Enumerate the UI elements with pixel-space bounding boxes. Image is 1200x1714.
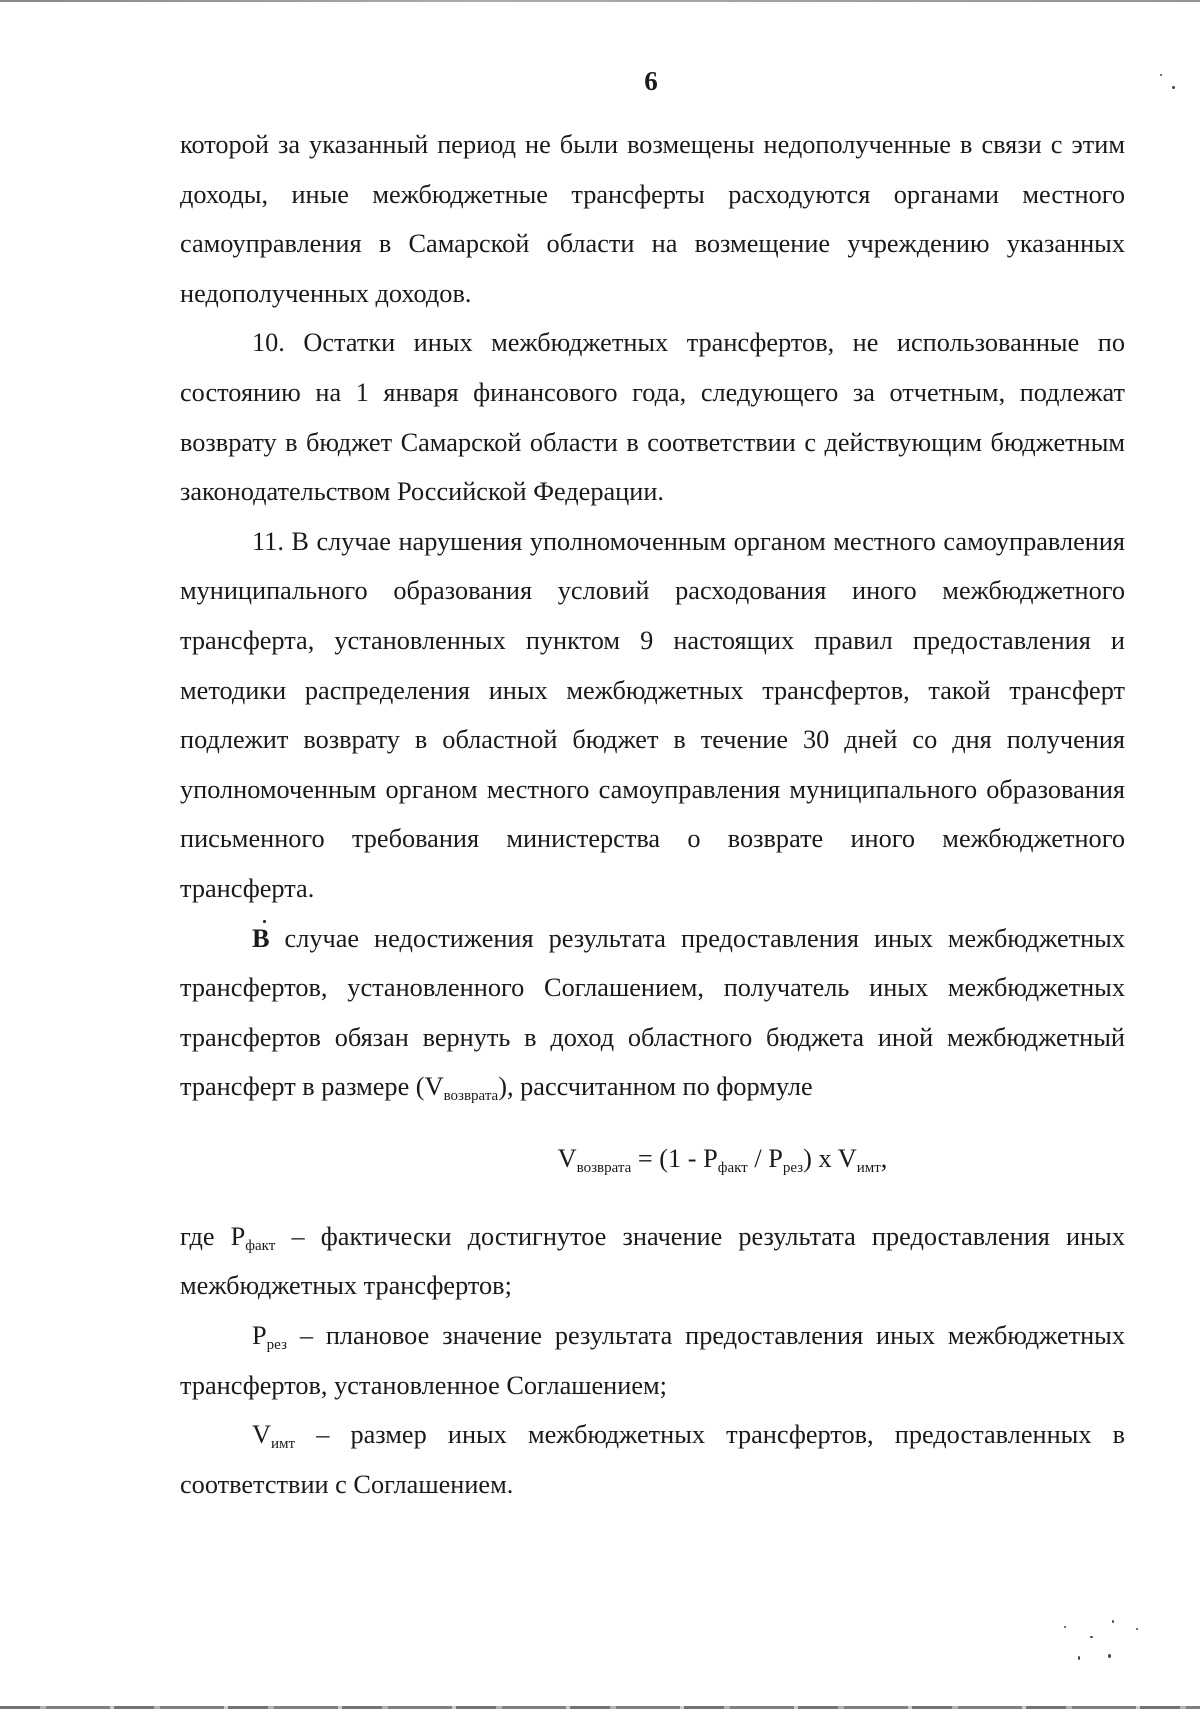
formula-equals: = (1 - P bbox=[631, 1143, 718, 1173]
paragraph-return-obligation bbox=[180, 914, 1125, 1112]
definition-pfact-text: – фактически достигнутое значение результата предоставления иных межбюджетных трансфертов; bbox=[180, 1221, 1125, 1301]
page-number: 6 bbox=[644, 66, 658, 96]
subscript-vozvrata: возврата bbox=[443, 1088, 499, 1105]
formula-v-subscript: возврата bbox=[576, 1159, 632, 1176]
scan-speck bbox=[1160, 74, 1162, 76]
formula-tail: , bbox=[880, 1143, 888, 1173]
scan-top-edge bbox=[0, 0, 1200, 2]
definition-prez-text: – плановое значение результата предоставления иных межбюджетных трансфертов, установленное Соглашением; bbox=[180, 1321, 1125, 1400]
scan-speck bbox=[1112, 1620, 1114, 1623]
paragraph-return-text: случае недостижения результата предоставления иных межбюджетных трансфертов, установленного Соглашением, получатель иных межбюджетных трансфертов обязан вернуть в доход областного бюджета иной межбюджетный трансферт в размере (V bbox=[180, 923, 1125, 1102]
formula-pfact-subscript: факт bbox=[717, 1159, 748, 1176]
paragraph-10: 10. Остатки иных межбюджетных трансфертов, не использованные по состоянию на 1 января финансового года, следующего за отчетным, подлежат возврату в бюджет Самарской области в соответствии с действующим бюджетным законодательством Российской Федерации. bbox=[180, 328, 1125, 507]
formula-prez-subscript: рез bbox=[782, 1159, 804, 1176]
scan-bottom-edge bbox=[0, 1706, 1200, 1709]
return-formula bbox=[180, 1112, 1125, 1212]
paragraph-return-end: ), рассчитанном по формуле bbox=[498, 1072, 813, 1102]
formula-multiply: ) x V bbox=[803, 1143, 857, 1173]
paragraph-continuation: которой за указанный период не были возмещены недополученные в связи с этим доходы, иные межбюджетные трансферты расходуются органами местного самоуправления в Самарской области на возмещение учреждению указанных недополученных доходов. bbox=[180, 130, 1125, 308]
document-body bbox=[180, 120, 1125, 1509]
definition-vimt bbox=[180, 1410, 1125, 1509]
definition-pfact-symbol: где P bbox=[180, 1221, 246, 1251]
definition-pfact bbox=[180, 1212, 1125, 1311]
formula-vimt-subscript: имт bbox=[856, 1159, 881, 1176]
scan-speck bbox=[1108, 1654, 1111, 1658]
definition-prez bbox=[180, 1311, 1125, 1410]
formula-v: V bbox=[557, 1143, 577, 1173]
paragraph-11: 11. В случае нарушения уполномоченным органом местного самоуправления муниципального образования условий расходования иного межбюджетного трансферта, установленных пунктом 9 настоящих правил предоставления и методики распределения иных межбюджетных трансфертов, такой трансферт подлежит возврату в областной бюджет в течение 30 дней со дня получения уполномоченным органом местного самоуправления муниципального образования письменного требования министерства о возврате иного межбюджетного трансферта. bbox=[180, 526, 1125, 903]
definition-prez-symbol: P bbox=[252, 1321, 267, 1351]
definition-prez-subscript: рез bbox=[266, 1337, 287, 1354]
definition-pfact-subscript: факт bbox=[245, 1237, 276, 1254]
scan-speck bbox=[1136, 1628, 1138, 1630]
formula-divide: / P bbox=[747, 1143, 783, 1173]
definition-vimt-text: – размер иных межбюджетных трансфертов, предоставленных в соответствии с Соглашением. bbox=[180, 1420, 1125, 1499]
accented-letter: В bbox=[252, 923, 270, 953]
definition-vimt-subscript: имт bbox=[271, 1436, 296, 1453]
scan-speck bbox=[1090, 1636, 1093, 1638]
definition-vimt-symbol: V bbox=[252, 1420, 271, 1450]
scan-speck bbox=[1064, 1626, 1066, 1628]
scan-speck bbox=[1078, 1656, 1080, 1660]
scan-speck bbox=[1172, 86, 1175, 89]
